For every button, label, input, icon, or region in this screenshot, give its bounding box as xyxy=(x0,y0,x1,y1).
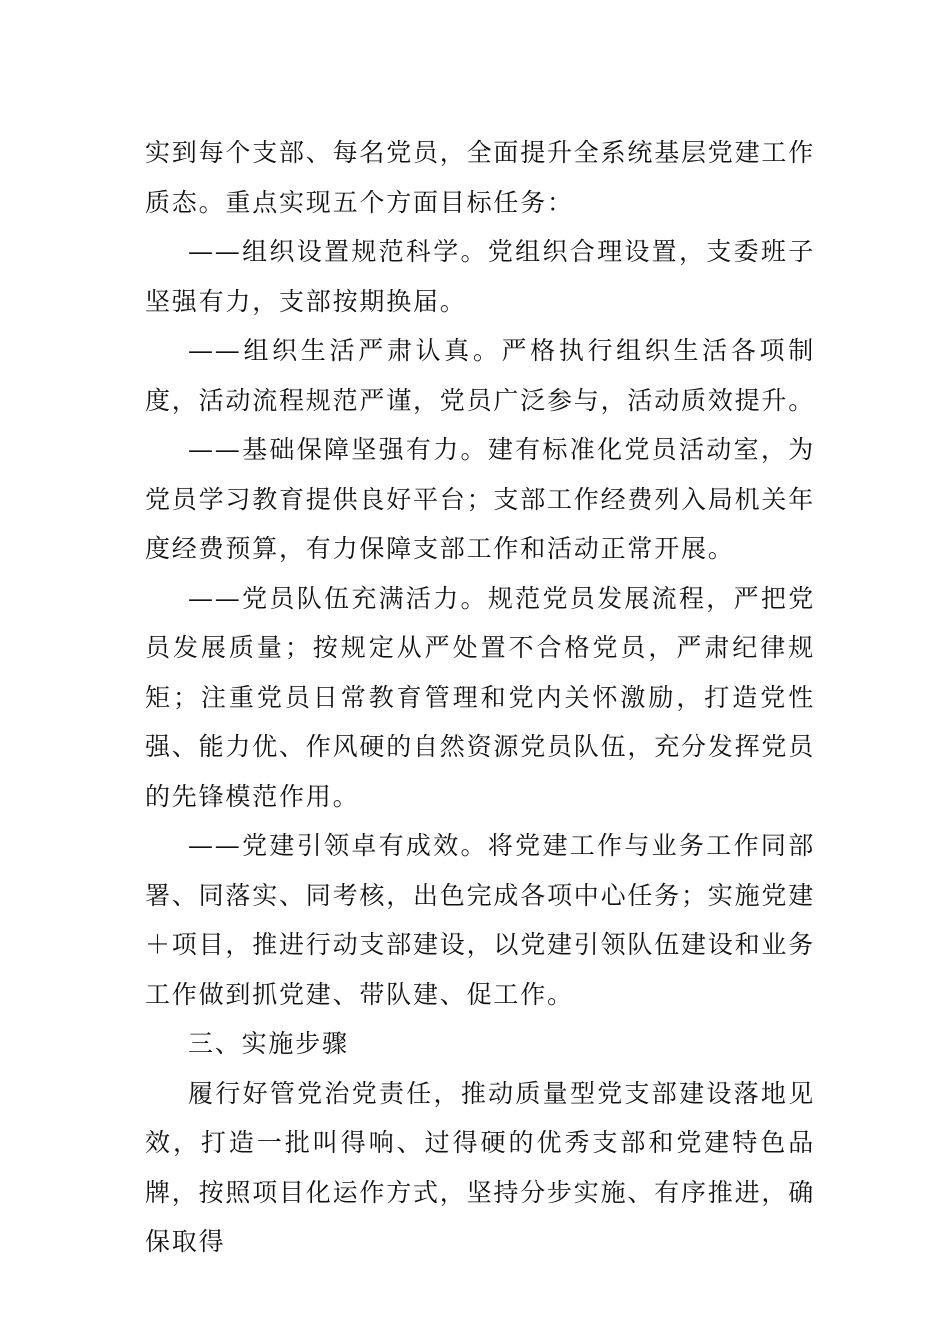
document-body xyxy=(145,128,815,1267)
section-heading-implementation-steps: 三、实施步骤 xyxy=(188,1029,349,1058)
paragraph-goal-basic-guarantee: ——基础保障坚强有力。建有标准化党员活动室，为党员学习教育提供良好平台；支部工作经费列入局机关年度经费预算，有力保障支部工作和活动正常开展。 xyxy=(145,435,816,563)
paragraph-continuation: 实到每个支部、每名党员，全面提升全系统基层党建工作质态。重点实现五个方面目标任务： xyxy=(145,138,816,217)
paragraph-goal-organization-life: ——组织生活严肃认真。严格执行组织生活各项制度，活动流程规范严谨，党员广泛参与，活动质效提升。 xyxy=(145,336,816,415)
paragraph-goal-member-team: ——党员队伍充满活力。规范党员发展流程，严把党员发展质量；按规定从严处置不合格党员，严肃纪律规矩；注重党员日常教育管理和党内关怀激励，打造党性强、能力优、作风硬的自然资源党员队伍，充分发挥党员的先锋模范作用。 xyxy=(145,583,816,811)
paragraph-implementation-intro: 履行好管党治党责任，推动质量型党支部建设落地见效，打造一批叫得响、过得硬的优秀支部和党建特色品牌，按照项目化运作方式，坚持分步实施、有序推进，确保取得 xyxy=(145,1078,816,1256)
paragraph-goal-organization-setup: ——组织设置规范科学。党组织合理设置，支委班子坚强有力，支部按期换届。 xyxy=(145,237,815,316)
paragraph-goal-party-leadership: ——党建引领卓有成效。将党建工作与业务工作同部署、同落实、同考核，出色完成各项中心任务；实施党建＋项目，推进行动支部建设，以党建引领队伍建设和业务工作做到抓党建、带队建、促工作。 xyxy=(145,831,816,1009)
